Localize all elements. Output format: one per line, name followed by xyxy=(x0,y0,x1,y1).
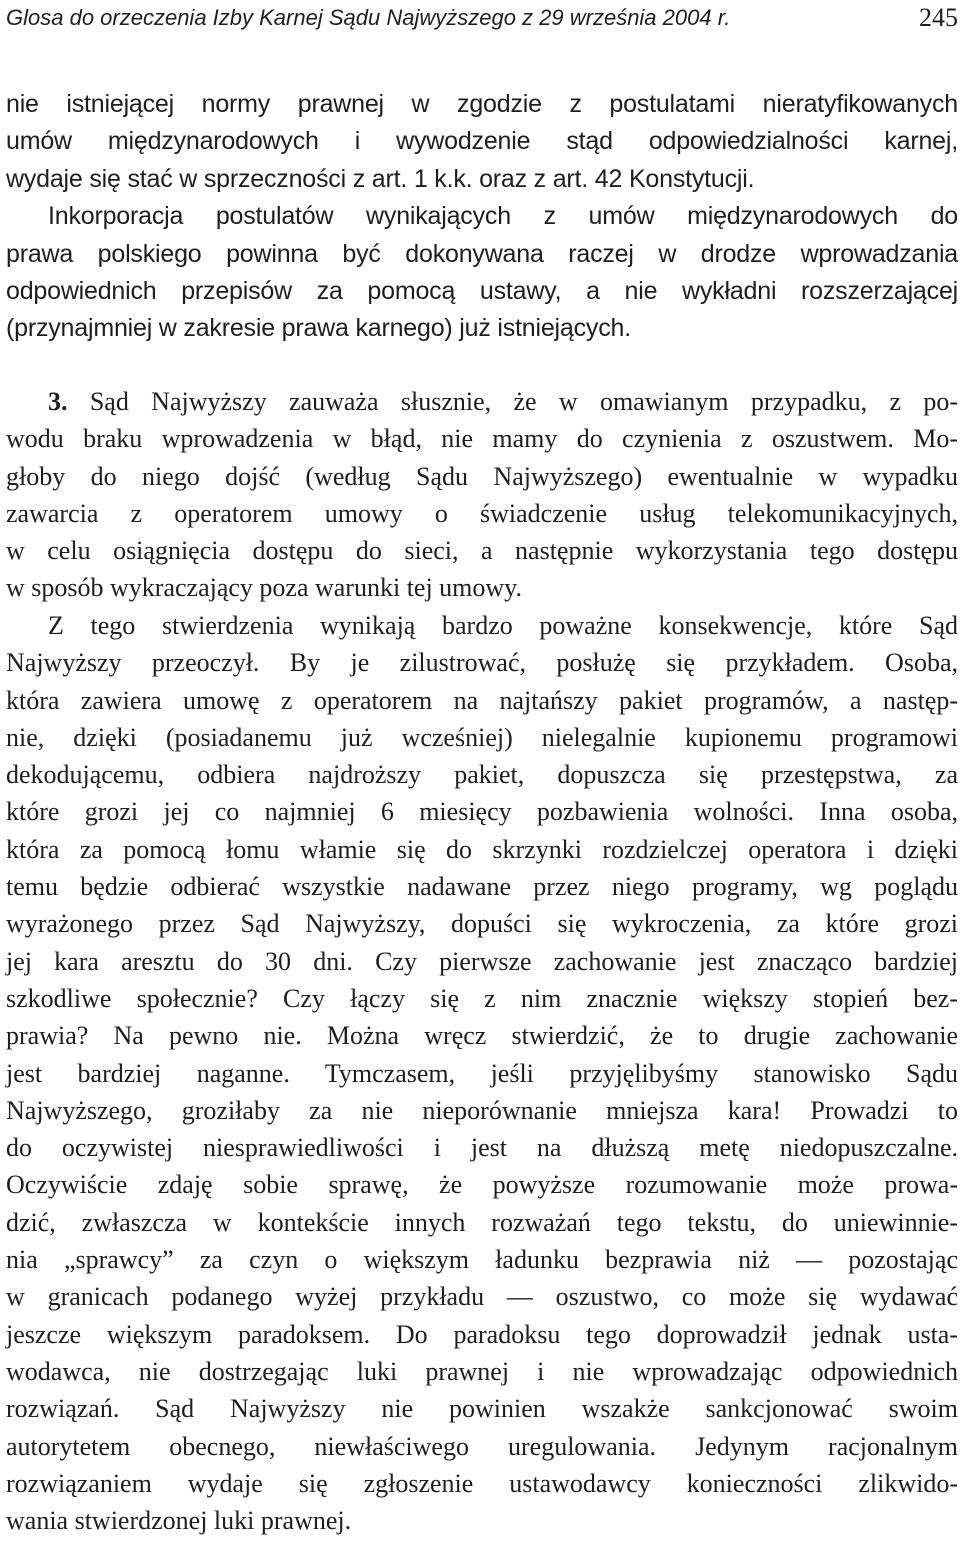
text-line: Oczywiście zdaję sobie sprawę, że powyższe rozumowanie może prowa- xyxy=(6,1170,958,1200)
paragraph-continuation xyxy=(6,86,958,348)
page-number: 245 xyxy=(919,3,958,32)
section-first-line: Sąd Najwyższy zauważa słusznie, że w omawianym przypadku, z po- xyxy=(67,387,958,416)
text-line: Z tego stwierdzenia wynikają bardzo poważne konsekwencje, które Sąd xyxy=(48,611,958,640)
text-line: szkodliwe społecznie? Czy łączy się z nim znacznie większy stopień bez- xyxy=(6,983,958,1013)
text-line: wyrażonego przez Sąd Najwyższy, dopuści się wykroczenia, za które grozi xyxy=(6,909,958,939)
text-line: dzić, zwłaszcza w kontekście innych rozważań tego tekstu, do uniewinnie- xyxy=(6,1207,958,1237)
text-line: w celu osiągnięcia dostępu do sieci, a następnie wykorzystania tego dostępu xyxy=(6,536,958,566)
text-line: która za pomocą łomu włamie się do skrzynki rozdzielczej operatora i dzięki xyxy=(6,834,958,864)
text-line: która zawiera umowę z operatorem na najtańszy pakiet programów, a następ- xyxy=(6,685,958,715)
text-line: Inkorporacja postulatów wynikających z umów międzynarodowych do xyxy=(48,202,958,231)
text-line: rozwiązaniem wydaje się zgłoszenie ustawodawcy konieczności zlikwido- xyxy=(6,1468,958,1498)
text-line: Najwyższy przeoczył. By je zilustrować, posłużę się przykładem. Osoba, xyxy=(6,648,958,678)
running-header xyxy=(6,2,958,34)
text-line: dekodującemu, odbiera najdroższy pakiet, dopuszcza się przestępstwa, za xyxy=(6,760,958,790)
text-line: odpowiednich przepisów za pomocą ustawy, a nie wykładni rozszerzającej xyxy=(6,277,958,306)
text-line xyxy=(6,383,958,420)
text-line: prawa polskiego powinna być dokonywana raczej w drodze wprowadzania xyxy=(6,239,958,268)
document-page xyxy=(6,0,958,1552)
text-line: w sposób wykraczający poza warunki tej umowy. xyxy=(6,573,522,603)
text-line: jej kara aresztu do 30 dni. Czy pierwsze zachowanie jest znacząco bardziej xyxy=(6,946,958,976)
paragraph-main xyxy=(6,607,958,1539)
text-line: wodu braku wprowadzenia w błąd, nie mamy do czynienia z oszustwem. Mo- xyxy=(6,424,958,454)
text-line: głoby do niego dojść (według Sądu Najwyższego) ewentualnie w wypadku xyxy=(6,461,958,491)
text-line: autorytetem obecnego, niewłaściwego uregulowania. Jedynym racjonalnym xyxy=(6,1431,958,1461)
section-number: 3. xyxy=(48,387,68,416)
paragraph-section-3 xyxy=(6,383,958,607)
text-line: w granicach podanego wyżej przykładu — oszustwo, co może się wydawać xyxy=(6,1282,958,1312)
text-line: zawarcia z operatorem umowy o świadczenie usług telekomunikacyjnych, xyxy=(6,498,958,528)
text-line: nie istniejącej normy prawnej w zgodzie z postulatami nieratyfikowanych xyxy=(6,90,958,118)
text-line: prawia? Na pewno nie. Można wręcz stwierdzić, że to drugie zachowanie xyxy=(6,1021,958,1051)
text-line: jest bardziej naganne. Tymczasem, jeśli przyjęlibyśmy stanowisko Sądu xyxy=(6,1058,958,1088)
text-line: do oczywistej niesprawiedliwości i jest na dłuższą metę niedopuszczalne. xyxy=(6,1133,958,1163)
text-line: rozwiązań. Sąd Najwyższy nie powinien wszakże sankcjonować swoim xyxy=(6,1394,958,1424)
text-line: wydaje się stać w sprzeczności z art. 1 k.k. oraz z art. 42 Konstytucji. xyxy=(6,164,755,193)
text-line: temu będzie odbierać wszystkie nadawane przez niego programy, wg poglądu xyxy=(6,872,958,902)
text-line: jeszcze większym paradoksem. Do paradoksu tego doprowadził jednak usta- xyxy=(6,1319,958,1349)
text-line: (przynajmniej w zakresie prawa karnego) już istniejących. xyxy=(6,314,631,343)
text-line: umów międzynarodowych i wywodzenie stąd odpowiedzialności karnej, xyxy=(6,127,958,156)
running-title: Glosa do orzeczenia Izby Karnej Sądu Najwyższego z 29 września 2004 r. xyxy=(6,5,731,30)
text-line: wodawca, nie dostrzegając luki prawnej i nie wprowadzając odpowiednich xyxy=(6,1356,958,1386)
text-line: Najwyższego, groziłaby za nie nieporównanie mniejsza kara! Prowadzi to xyxy=(6,1095,958,1125)
text-line: które grozi jej co najmniej 6 miesięcy pozbawienia wolności. Inna osoba, xyxy=(6,797,958,827)
text-line: wania stwierdzonej luki prawnej. xyxy=(6,1506,352,1536)
text-line: nia „sprawcy” za czyn o większym ładunku bezprawia niż — pozostając xyxy=(6,1245,958,1275)
text-line: nie, dzięki (posiadanemu już wcześniej) nielegalnie kupionemu programowi xyxy=(6,722,958,752)
